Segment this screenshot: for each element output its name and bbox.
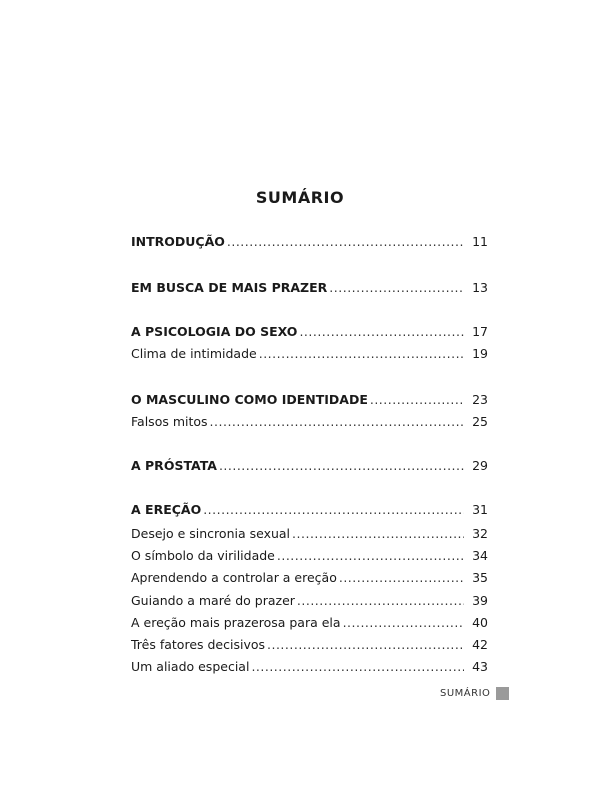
toc-entry-aliado[interactable] — [131, 659, 488, 679]
toc-entry-label: Desejo e sincronia sexual — [131, 526, 291, 541]
toc-entry-page: 34 — [472, 548, 488, 563]
toc-entry-desejo[interactable] — [131, 526, 488, 546]
toc-entry-psicologia[interactable] — [131, 324, 488, 344]
toc-entry-label: A PRÓSTATA — [131, 458, 217, 473]
dot-leader — [339, 570, 464, 585]
toc-entry-page: 39 — [472, 593, 488, 608]
dot-leader — [292, 526, 464, 541]
dot-leader — [267, 637, 464, 652]
dot-leader — [343, 615, 464, 630]
toc-entry-page: 23 — [472, 392, 488, 407]
toc-entry-page: 35 — [472, 570, 488, 585]
toc-entry-page: 19 — [472, 346, 488, 361]
toc-entry-page: 11 — [472, 234, 488, 249]
toc-entry-page: 17 — [472, 324, 488, 339]
toc-entry-erecao-prazerosa[interactable] — [131, 615, 488, 635]
toc-entry-label: Guiando a maré do prazer — [131, 593, 295, 608]
dot-leader — [370, 392, 464, 407]
toc-entry-page: 25 — [472, 414, 488, 429]
dot-leader — [259, 346, 464, 361]
toc-entry-aprendendo[interactable] — [131, 570, 488, 590]
dot-leader — [219, 458, 464, 473]
toc-entry-em-busca[interactable] — [131, 280, 488, 300]
toc-entry-page: 42 — [472, 637, 488, 652]
toc-entry-falsos-mitos[interactable] — [131, 414, 488, 434]
toc-entry-erecao[interactable] — [131, 502, 488, 522]
toc-entry-label: A EREÇÃO — [131, 502, 202, 517]
toc-entry-label: O MASCULINO COMO IDENTIDADE — [131, 392, 368, 407]
toc-entry-page: 13 — [472, 280, 488, 295]
toc-entry-label: Três fatores decisivos — [131, 637, 266, 652]
dot-leader — [277, 548, 464, 563]
dot-leader — [203, 502, 464, 517]
toc-entry-label: Falsos mitos — [131, 414, 208, 429]
footer-section-label: SUMÁRIO — [440, 688, 491, 699]
footer-marker-box — [496, 687, 509, 700]
dot-leader — [299, 324, 464, 339]
dot-leader — [251, 659, 464, 674]
toc-entry-label: A PSICOLOGIA DO SEXO — [131, 324, 298, 339]
dot-leader — [227, 234, 464, 249]
toc-entry-page: 43 — [472, 659, 488, 674]
toc-entry-masculino[interactable] — [131, 392, 488, 412]
toc-entry-label: Aprendendo a controlar a ereção — [131, 570, 337, 585]
toc-entry-label: Um aliado especial — [131, 659, 250, 674]
toc-entry-introducao[interactable] — [131, 234, 488, 254]
toc-entry-label: O símbolo da virilidade — [131, 548, 275, 563]
page-title: SUMÁRIO — [255, 188, 345, 207]
toc-entry-label: A ereção mais prazerosa para ela — [131, 615, 341, 630]
toc-entry-page: 32 — [472, 526, 488, 541]
dot-leader — [210, 414, 464, 429]
toc-entry-label: Clima de intimidade — [131, 346, 257, 361]
toc-entry-label: EM BUSCA DE MAIS PRAZER — [131, 280, 328, 295]
dot-leader — [297, 593, 464, 608]
toc-entry-tres-fatores[interactable] — [131, 637, 488, 657]
toc-entry-clima[interactable] — [131, 346, 488, 366]
toc-entry-label: INTRODUÇÃO — [131, 234, 225, 249]
dot-leader — [329, 280, 464, 295]
toc-entry-simbolo[interactable] — [131, 548, 488, 568]
toc-entry-page: 40 — [472, 615, 488, 630]
toc-entry-page: 31 — [472, 502, 488, 517]
page-footer — [440, 687, 509, 700]
toc-entry-guiando[interactable] — [131, 593, 488, 613]
toc-entry-page: 29 — [472, 458, 488, 473]
toc-entry-prostata[interactable] — [131, 458, 488, 478]
